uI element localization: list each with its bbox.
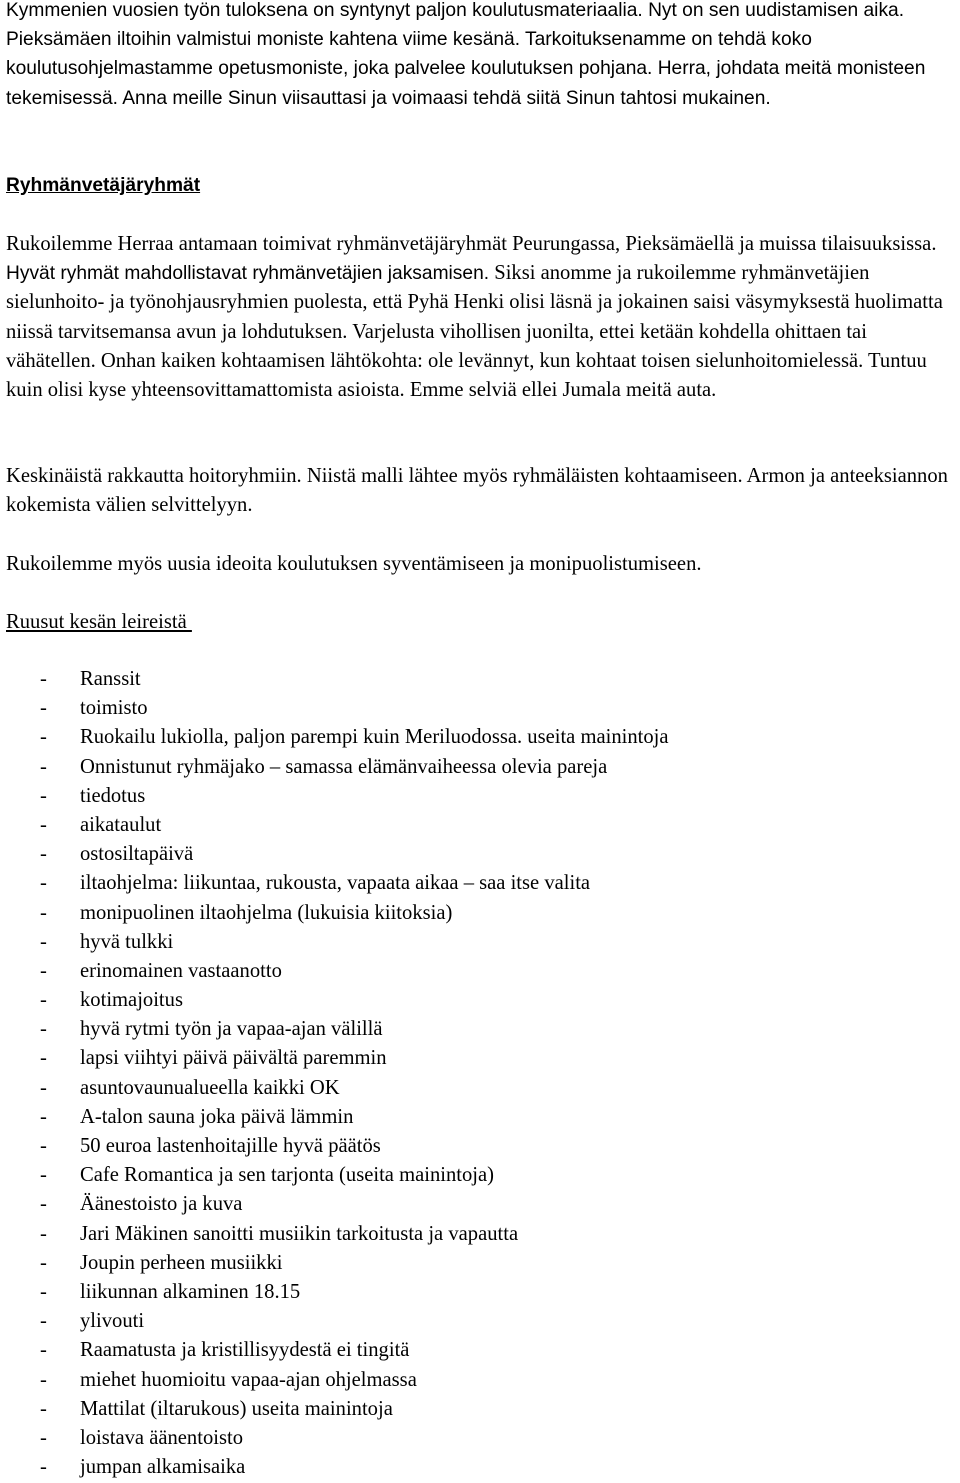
list-item-dash: - [40,813,47,836]
list-item-text: Cafe Romantica ja sen tarjonta (useita mainintoja) [80,1164,495,1187]
intro-paragraph: Kymmenien vuosien työn tuloksena on syntynyt paljon koulutusmateriaalia. Nyt on sen uudistamisen aika. Pieksämäen iltoihin valmistui moniste kahtena viime kesänä. Tarkoituksenamme on tehdä koko koulutusohjelmastamme opetusmoniste, joka palvelee koulutuksen pohjana. Herra, johdata meitä monisteen tekemisessä. Anna meille Sinun viisauttasi ja voimaasi tehdä siitä Sinun tahtosi mukainen. [6,0,926,109]
list-item-text: Raamatusta ja kristillisyydestä ei tingitä [80,1339,410,1362]
list-item-text: miehet huomioitu vapaa-ajan ohjelmassa [80,1368,417,1391]
section1-paragraph-1-c: Siksi anomme ja rukoilemme ryhmänvetäjien sielunhoito- ja työnohjausryhmien puolesta, että Pyhä Henki olisi läsnä ja jokainen saisi väsymyksestä huolimatta niissä tarvitsemansa avun ja lohdutuksen. Varjelusta vihollisen juonilta, ettei ketään kohdella ohittaen tai vähätellen. Onhan kaiken kohtaamisen lähtökohta: ole levännyt, kun kohtaat toisen sielunhoitomielessä. Tuntuu kuin olisi kyse yhteensovittamattomista asioista. Emme selviä ellei Jumala meitä auta. [6,262,943,402]
list-item-text: hyvä tulkki [80,930,174,953]
list-item-text: Äänestoisto ja kuva [80,1193,243,1216]
list-item-text: A-talon sauna joka päivä lämmin [80,1105,354,1128]
list-item-dash: - [40,755,47,778]
list-item-text: tiedotus [80,784,146,807]
section-heading-ryhmanvetajaryhmat: Ryhmänvetäjäryhmät [6,175,201,196]
list-item-dash: - [40,1105,47,1128]
list-item-text: Mattilat (iltarukous) useita mainintoja [80,1397,393,1420]
list-item-dash: - [40,1076,47,1099]
list-item-text: 50 euroa lastenhoitajille hyvä päätös [80,1135,381,1157]
section1-paragraph-2: Keskinäistä rakkautta hoitoryhmiin. Niistä malli lähtee myös ryhmäläisten kohtaamiseen. Armon ja anteeksiannon kokemista välien selvittelyyn. [6,465,948,517]
list-item-text: Joupin perheen musiikki [80,1251,283,1274]
list-item-dash: - [40,1368,47,1391]
list-item-text: lapsi viihtyi päivä päivältä paremmin [80,1047,387,1070]
list-item-dash: - [40,1047,47,1070]
list-item-dash: - [40,697,47,720]
list-item-dash: - [40,1251,47,1274]
list-item-dash: - [40,1310,47,1333]
list-item-dash: - [40,959,47,982]
list-item-dash: - [40,1397,47,1420]
list-item-dash: - [40,1280,47,1303]
section-heading-ruusut: Ruusut kesän leireistä [6,611,192,633]
list-item-text: Jari Mäkinen sanoitti musiikin tarkoitusta ja vapautta [80,1222,519,1245]
list-item-text: jumpan alkamisaika [80,1456,246,1479]
list-item-dash: - [40,901,47,924]
list-item-dash: - [40,668,47,690]
list-item-dash: - [40,1164,47,1187]
list-item-dash: - [40,1426,47,1449]
list-item-dash: - [40,872,47,895]
list-item-text: loistava äänentoisto [80,1426,243,1449]
list-item-text: erinomainen vastaanotto [80,959,282,982]
list-item-dash: - [40,1193,47,1216]
list-item-text: Ranssit [80,668,141,690]
list-item-dash: - [40,1456,47,1479]
list-item-text: kotimajoitus [80,989,183,1012]
list-item-text: liikunnan alkaminen 18.15 [80,1280,301,1303]
list-item-dash: - [40,989,47,1012]
list-item-dash: - [40,1018,47,1041]
list-item-text: aikataulut [80,813,162,836]
list-item-text: iltaohjelma: liikuntaa, rukousta, vapaata aikaa – saa itse valita [80,872,591,895]
list-item-dash: - [40,843,47,866]
section1-paragraph-1-a: Rukoilemme Herraa antamaan toimivat ryhmänvetäjäryhmät Peurungassa, Pieksämäellä ja muissa tilaisuuksissa. [6,233,937,255]
list-item-text: Onnistunut ryhmäjako – samassa elämänvaiheessa olevia pareja [80,755,608,778]
section1-paragraph-3: Rukoilemme myös uusia ideoita koulutuksen syventämiseen ja monipuolistumiseen. [6,553,702,575]
list-item-text: ostosiltapäivä [80,843,194,866]
section1-paragraph-1-b: Hyvät ryhmät mahdollistavat ryhmänvetäjien jaksamisen. [6,263,490,285]
list-item-text: asuntovaunualueella kaikki OK [80,1076,340,1099]
list-item-text: monipuolinen iltaohjelma (lukuisia kiitoksia) [80,901,453,924]
list-item-text: hyvä rytmi työn ja vapaa-ajan välillä [80,1018,383,1041]
list-item-dash: - [40,1339,47,1362]
list-item-text: Ruokailu lukiolla, paljon parempi kuin Meriluodossa. useita mainintoja [80,726,669,749]
list-item-text: ylivouti [80,1310,145,1333]
list-item-dash: - [40,1135,47,1157]
section1-paragraph-1 [6,230,958,405]
list-item-dash: - [40,784,47,807]
list-item-dash: - [40,726,47,749]
list-item-dash: - [40,930,47,953]
list-item-dash: - [40,1222,47,1245]
list-item-text: toimisto [80,697,148,720]
